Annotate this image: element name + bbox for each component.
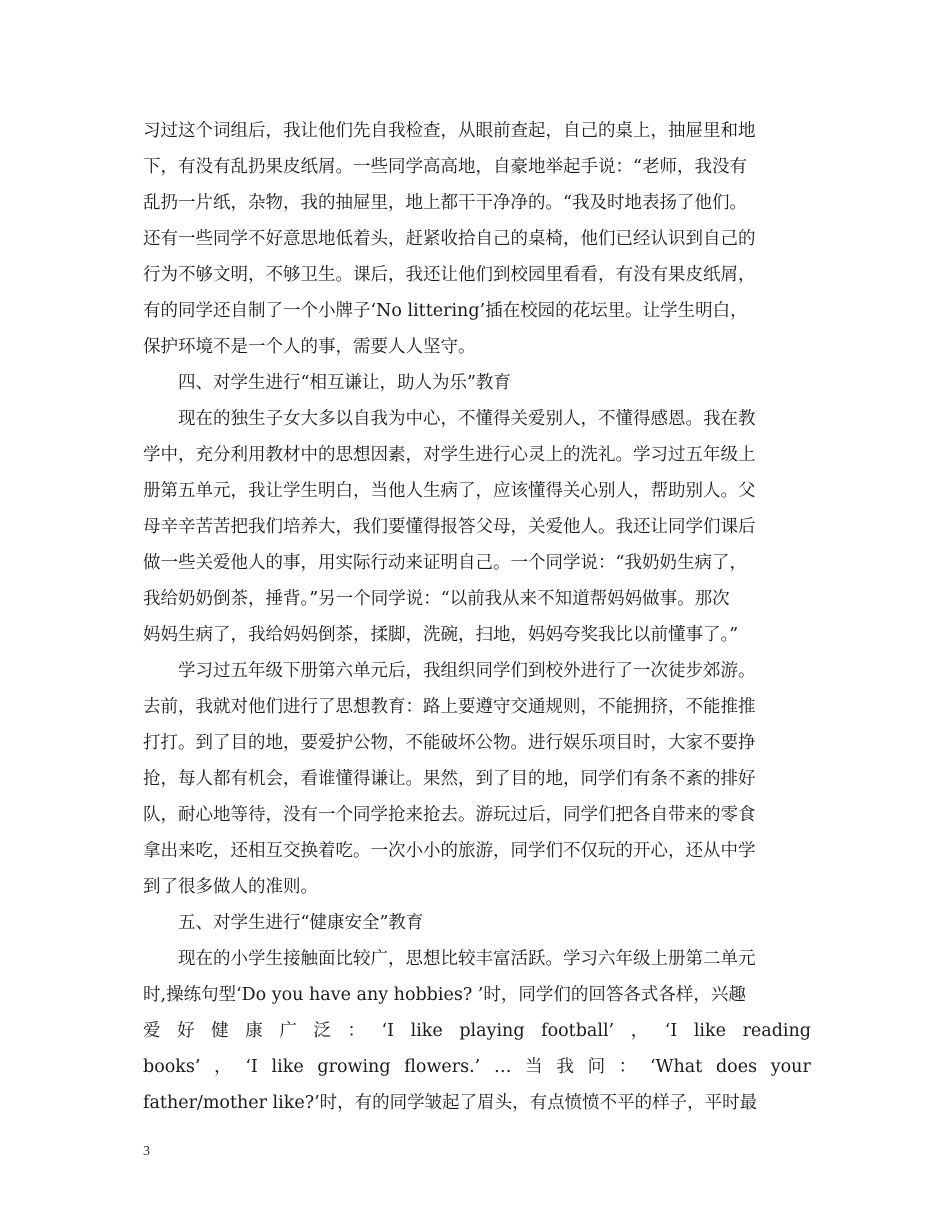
text-line: 到了很多做人的准则。 <box>143 877 318 897</box>
justified-text-line <box>143 1055 811 1079</box>
word: ， <box>630 1021 649 1041</box>
text-line: 我给奶奶倒茶，捶背。”另一个同学说：“以前我从来不知道帮妈妈做事。那次 <box>143 589 730 609</box>
page-number: 3 <box>143 1144 150 1159</box>
word: 广 <box>279 1021 297 1041</box>
word: 问 <box>587 1057 606 1077</box>
section-heading: 四、对学生进行“相互谦让，助人为乐”教育 <box>178 373 511 393</box>
text-line: 母辛辛苦苦把我们培养大，我们要懂得报答父母，关爱他人。我还让同学们课后 <box>143 517 756 537</box>
word: 当 <box>525 1057 543 1077</box>
word: football’ <box>541 1021 615 1041</box>
word: ‘I <box>245 1057 258 1077</box>
word: 康 <box>245 1021 263 1041</box>
text-line: 有的同学还自制了一个小牌子‘No littering’插在校园的花坛里。让学生明白， <box>143 301 748 321</box>
text-line: 拿出来吃，还相互交换着吃。一次小小的旅游，同学们不仅玩的开心，还从中学 <box>143 841 756 861</box>
word: playing <box>459 1021 525 1041</box>
word: ： <box>347 1021 365 1041</box>
word: like <box>271 1057 304 1077</box>
word: ‘What <box>649 1057 703 1077</box>
text-line: 去前，我就对他们进行了思想教育：路上要遵守交通规则，不能拥挤，不能推推 <box>143 697 756 717</box>
word: 健 <box>211 1021 229 1041</box>
word: ： <box>618 1057 637 1077</box>
text-line: 行为不够文明，不够卫生。课后，我还让他们到校园里看看，有没有果皮纸屑， <box>143 265 756 285</box>
text-line: 队，耐心地等待，没有一个同学抢来抢去。游玩过后，同学们把各自带来的零食 <box>143 805 756 825</box>
text-line: 乱扔一片纸，杂物，我的抽屉里，地上都干干净净的。“我及时地表扬了他们。 <box>143 193 747 213</box>
text-line: 妈妈生病了，我给妈妈倒茶，揉脚，洗碗，扫地，妈妈夸奖我比以前懂事了。” <box>143 625 739 645</box>
text-line: father/mother like?’时，有的同学皱起了眉头，有点愤愤不平的样子，平时最 <box>143 1093 758 1113</box>
text-line: 习过这个词组后，我让他们先自我检查，从眼前查起，自己的桌上，抽屉里和地 <box>143 121 756 141</box>
word: does <box>715 1057 758 1077</box>
word: books’ <box>143 1057 201 1077</box>
text-line: 下，有没有乱扔果皮纸屑。一些同学高高地，自豪地举起手说：“老师，我没有 <box>143 157 747 177</box>
word: 泛 <box>313 1021 331 1041</box>
word: ‘I <box>664 1021 678 1041</box>
text-line: 做一些关爱他人的事，用实际行动来证明自己。一个同学说：“我奶奶生病了， <box>143 553 747 573</box>
word: flowers.’ <box>404 1057 481 1077</box>
word: growing <box>317 1057 391 1077</box>
text-line: 保护环境不是一个人的事，需要人人坚守。 <box>143 337 476 357</box>
paragraph-first-line: 现在的独生子女大多以自我为中心，不懂得关爱别人，不懂得感恩。我在教 <box>178 409 756 429</box>
section-heading: 五、对学生进行“健康安全”教育 <box>178 913 424 933</box>
word: reading <box>742 1021 811 1041</box>
text-line: 册第五单元，我让学生明白，当他人生病了，应该懂得关心别人，帮助别人。父 <box>143 481 756 501</box>
word: like <box>693 1021 726 1041</box>
word: ‘I <box>381 1021 395 1041</box>
paragraph-first-line: 现在的小学生接触面比较广，思想比较丰富活跃。学习六年级上册第二单元 <box>178 949 756 969</box>
text-line: 时,操练句型‘Do you have any hobbies? ’时，同学们的回答各式各样，兴趣 <box>143 985 746 1005</box>
text-line: 还有一些同学不好意思地低着头，赶紧收拾自己的桌椅，他们已经认识到自己的 <box>143 229 756 249</box>
text-line: 学中，充分利用教材中的思想因素，对学生进行心灵上的洗礼。学习过五年级上 <box>143 445 756 465</box>
text-line: 打打。到了目的地，要爱护公物，不能破坏公物。进行娱乐项目时，大家不要挣 <box>143 733 756 753</box>
word: like <box>410 1021 443 1041</box>
word: 爱 <box>143 1021 161 1041</box>
paragraph-first-line: 学习过五年级下册第六单元后，我组织同学们到校外进行了一次徒步郊游。 <box>178 661 756 681</box>
word: 我 <box>556 1057 574 1077</box>
word: your <box>770 1057 811 1077</box>
word: ， <box>214 1057 232 1077</box>
justified-text-line <box>143 1019 811 1043</box>
word: … <box>493 1057 512 1077</box>
word: 好 <box>177 1021 195 1041</box>
text-line: 抢，每人都有机会，看谁懂得谦让。果然，到了目的地，同学们有条不紊的排好 <box>143 769 756 789</box>
